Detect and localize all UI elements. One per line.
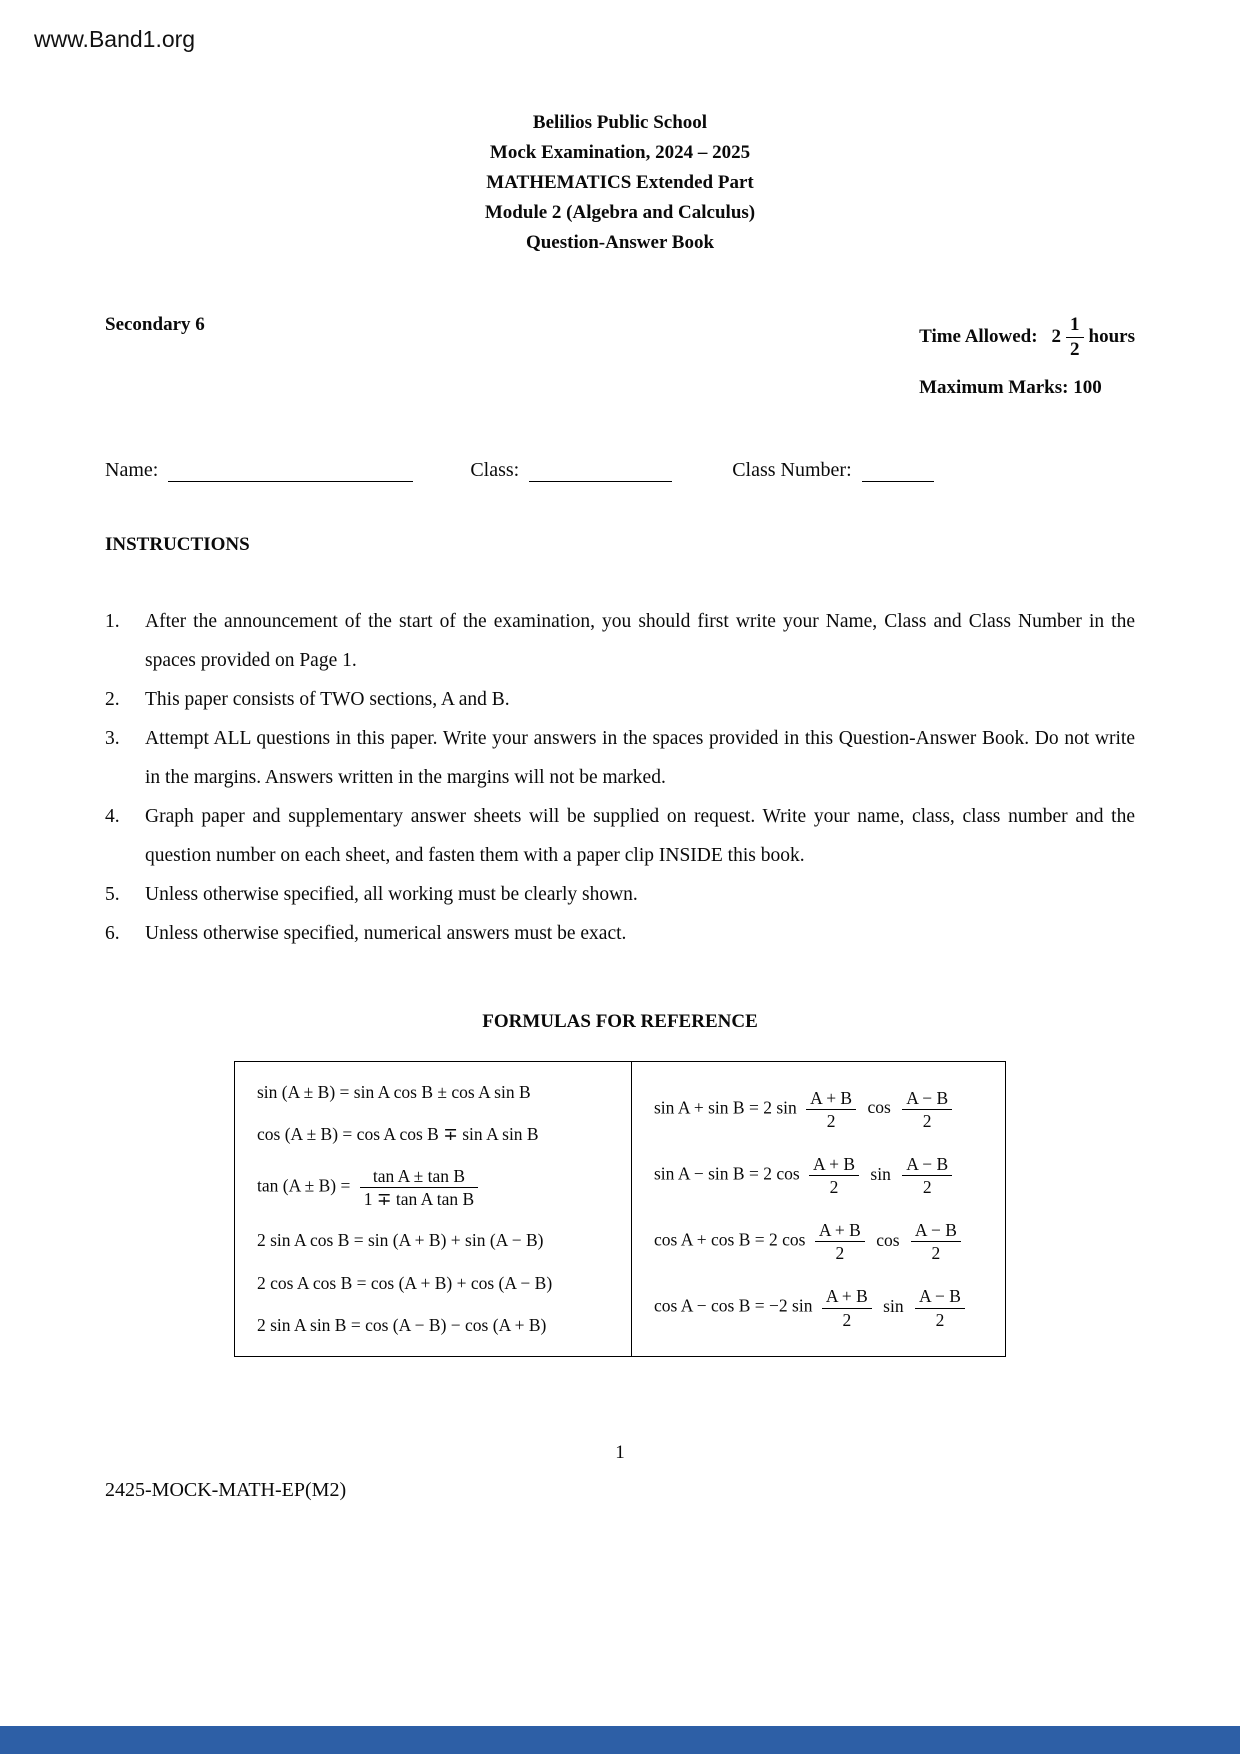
formula-box <box>234 1061 1006 1357</box>
time-allowed-label: Time Allowed: <box>919 326 1038 348</box>
formula-sum-to-product-1 <box>654 1088 983 1131</box>
meta-row <box>105 314 1135 399</box>
fraction <box>806 1088 856 1131</box>
class-label: Class: <box>470 458 520 481</box>
watermark: www.Band1.org <box>34 26 196 52</box>
formula-prefix: cos A − cos B = −2 sin <box>654 1296 813 1317</box>
title-block <box>105 108 1135 258</box>
fraction-numerator: A + B <box>809 1154 859 1176</box>
fraction <box>360 1166 478 1209</box>
fraction-denominator: 2 <box>829 1177 839 1198</box>
name-label: Name: <box>105 458 159 481</box>
fraction-numerator: A − B <box>915 1286 965 1308</box>
formula-sin-sum: sin (A ± B) = sin A cos B ± cos A sin B <box>257 1081 531 1102</box>
fraction <box>815 1220 865 1263</box>
page-number: 1 <box>615 1442 625 1463</box>
fraction-denominator: 2 <box>922 1177 932 1198</box>
time-allowed <box>919 314 1135 361</box>
fraction-denominator: 2 <box>931 1243 941 1264</box>
exam-name: Mock Examination, 2024 – 2025 <box>489 142 751 163</box>
fraction <box>809 1154 859 1197</box>
fraction-numerator: A − B <box>911 1220 961 1242</box>
fraction-numerator: A − B <box>902 1088 952 1110</box>
fraction <box>822 1286 872 1329</box>
book-name: Question-Answer Book <box>525 232 715 253</box>
class-number-label: Class Number: <box>732 458 852 481</box>
fraction-numerator: A + B <box>815 1220 865 1242</box>
time-fraction-denominator: 2 <box>1070 338 1080 360</box>
instruction-item <box>105 914 1135 953</box>
instructions-list <box>105 602 1135 953</box>
time-unit: hours <box>1088 326 1135 348</box>
fraction <box>902 1154 952 1197</box>
fraction-denominator: 2 <box>826 1110 836 1131</box>
formula-right-column <box>632 1062 1005 1356</box>
class-field <box>529 457 672 482</box>
instruction-item <box>105 680 1135 719</box>
instruction-text: Unless otherwise specified, all working must be clearly shown. <box>145 883 638 905</box>
fraction-numerator: A − B <box>902 1154 952 1176</box>
formulas-heading: FORMULAS FOR REFERENCE <box>482 1010 758 1032</box>
name-field <box>168 457 413 482</box>
student-fields-row <box>105 457 1135 482</box>
instruction-text: Graph paper and supplementary answer sheets will be supplied on request. Write your name, class, class number and the question number on each sheet, and fasten them with a paper clip INSIDE this book. <box>145 805 1135 866</box>
module-name: Module 2 (Algebra and Calculus) <box>484 202 756 223</box>
instruction-number: 2. <box>105 688 120 710</box>
formula-product-2: 2 cos A cos B = cos (A + B) + cos (A − B) <box>257 1272 553 1293</box>
fraction-numerator: A + B <box>806 1088 856 1110</box>
formula-prefix: sin A − sin B = 2 cos <box>654 1163 800 1184</box>
fraction-denominator: 2 <box>835 1243 845 1264</box>
formula-prefix: cos A + cos B = 2 cos <box>654 1229 806 1250</box>
time-fraction <box>1066 314 1084 361</box>
instruction-number: 1. <box>105 610 120 632</box>
formula-sum-to-product-3 <box>654 1220 983 1263</box>
formula-middle: cos <box>867 1097 891 1118</box>
instruction-item <box>105 602 1135 680</box>
instruction-item <box>105 797 1135 875</box>
formula-left-column <box>235 1062 632 1356</box>
instruction-text: After the announcement of the start of the examination, you should first write your Name, Class and Class Number in the spaces provided on Page 1. <box>145 610 1135 671</box>
fraction <box>911 1220 961 1263</box>
fraction-numerator: tan A ± tan B <box>360 1166 478 1188</box>
time-whole: 2 <box>1051 326 1062 348</box>
formula-cos-sum: cos (A ± B) = cos A cos B ∓ sin A sin B <box>257 1123 539 1144</box>
instruction-number: 6. <box>105 922 120 944</box>
maximum-marks: Maximum Marks: 100 <box>919 376 1102 398</box>
secondary-label: Secondary 6 <box>105 314 205 335</box>
instruction-number: 4. <box>105 805 120 827</box>
instruction-item <box>105 875 1135 914</box>
page-content <box>0 108 1240 1357</box>
instructions-heading: INSTRUCTIONS <box>105 533 250 555</box>
formula-product-1: 2 sin A cos B = sin (A + B) + sin (A − B) <box>257 1230 544 1251</box>
instruction-text: Attempt ALL questions in this paper. Write your answers in the spaces provided in this Question-Answer Book. Do not write in the margins. Answers written in the margins will not be marked. <box>145 727 1135 788</box>
formula-sum-to-product-2 <box>654 1154 983 1197</box>
class-number-field <box>862 457 934 482</box>
footer-code: 2425-MOCK-MATH-EP(M2) <box>105 1479 347 1501</box>
formula-prefix: sin A + sin B = 2 sin <box>654 1097 797 1118</box>
formula-tan-prefix: tan (A ± B) = <box>257 1175 351 1196</box>
formula-middle: cos <box>876 1229 900 1250</box>
formula-sum-to-product-4 <box>654 1286 983 1329</box>
formula-tan-sum <box>257 1166 609 1209</box>
school-name: Belilios Public School <box>532 112 708 133</box>
instruction-item <box>105 719 1135 797</box>
subject-name: MATHEMATICS Extended Part <box>486 172 754 193</box>
fraction-numerator: A + B <box>822 1286 872 1308</box>
formula-product-3: 2 sin A sin B = cos (A − B) − cos (A + B) <box>257 1314 547 1335</box>
fraction-denominator: 2 <box>935 1309 945 1330</box>
formula-middle: sin <box>883 1296 904 1317</box>
bottom-bar <box>0 1726 1240 1754</box>
instruction-number: 5. <box>105 883 120 905</box>
instruction-text: This paper consists of TWO sections, A and B. <box>145 688 510 710</box>
instruction-number: 3. <box>105 727 120 749</box>
time-fraction-numerator: 1 <box>1066 314 1084 338</box>
time-marks-block <box>919 314 1135 399</box>
fraction-denominator: 2 <box>922 1110 932 1131</box>
fraction <box>902 1088 952 1131</box>
instruction-text: Unless otherwise specified, numerical answers must be exact. <box>145 922 627 944</box>
fraction-denominator: 2 <box>842 1309 852 1330</box>
formula-middle: sin <box>870 1163 891 1184</box>
fraction <box>915 1286 965 1329</box>
fraction-denominator: 1 ∓ tan A tan B <box>363 1189 475 1210</box>
